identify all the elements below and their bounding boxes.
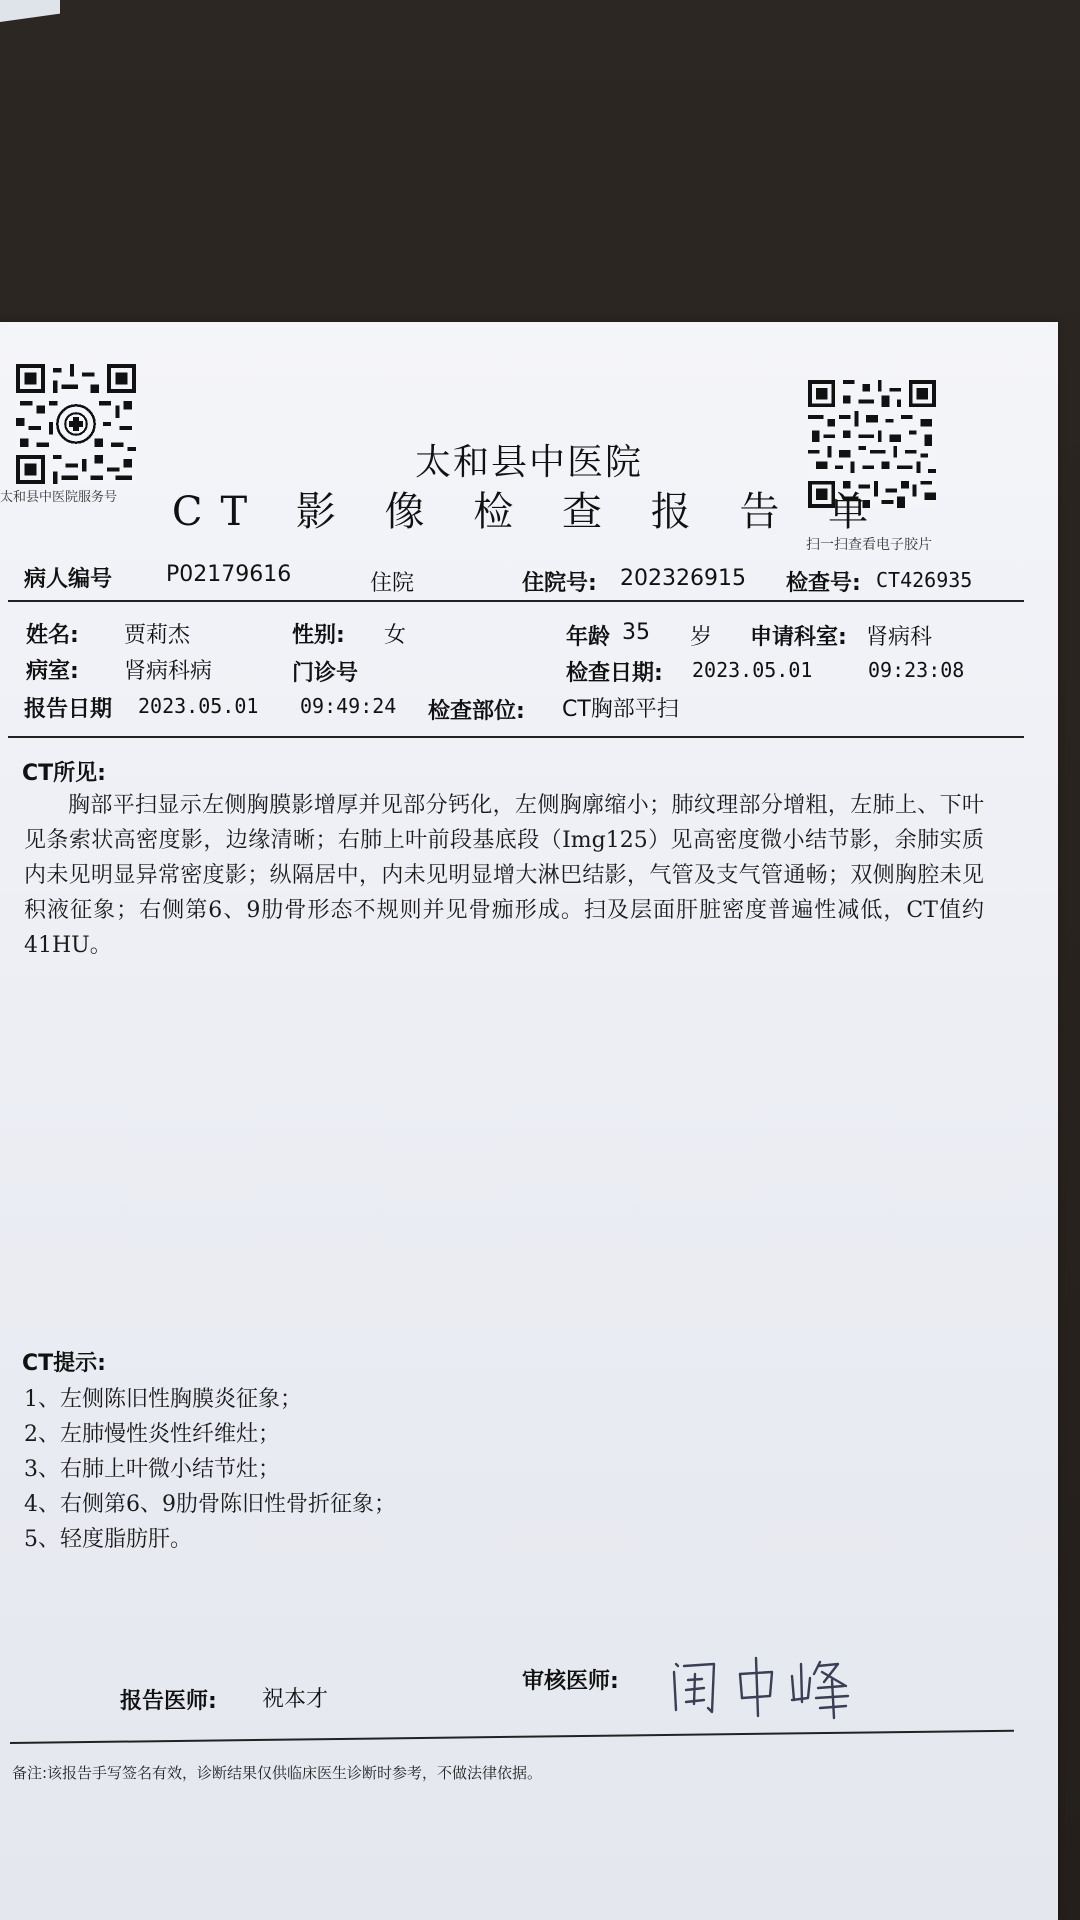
header-rule-bottom — [8, 736, 1024, 738]
dept-label: 申请科室: — [750, 625, 847, 650]
report-title: CT 影 像 检 查 报 告 单 — [171, 489, 887, 535]
patient-no-label: 病人编号 — [24, 567, 113, 592]
patient-age: 35 — [622, 620, 650, 645]
reporter-name: 祝本才 — [262, 1687, 329, 1712]
age-label: 年龄 — [566, 625, 611, 650]
sex-label: 性别: — [292, 623, 345, 648]
report-sheet — [0, 322, 1058, 1920]
inpatient-no-label: 住院号: — [522, 571, 597, 596]
visit-type: 住院 — [370, 571, 415, 596]
impression-heading: CT提示: — [22, 1351, 106, 1376]
exam-date-label: 检查日期: — [566, 661, 663, 686]
inpatient-no: 202326915 — [620, 566, 746, 591]
film-qr-caption: 扫一扫查看电子胶片 — [806, 537, 932, 553]
patient-no: P02179616 — [166, 562, 292, 587]
age-unit: 岁 — [690, 625, 713, 650]
request-dept: 肾病科 — [866, 625, 933, 650]
exam-part-label: 检查部位: — [428, 699, 525, 724]
footer-rule — [10, 1730, 1014, 1744]
exam-date: 2023.05.01 — [692, 658, 813, 682]
reporter-label: 报告医师: — [120, 1689, 217, 1714]
impression-item: 4、右侧第6、9肋骨陈旧性骨折征象； — [24, 1492, 396, 1517]
patient-name: 贾莉杰 — [124, 623, 191, 648]
impression-item: 2、左肺慢性炎性纤维灶； — [24, 1422, 280, 1447]
impression-list — [24, 1382, 396, 1557]
reviewer-label: 审核医师: — [522, 1669, 619, 1694]
outpatient-no-label: 门诊号 — [292, 661, 359, 686]
reviewer-signature-icon — [668, 1652, 858, 1722]
findings-text: 胸部平扫显示左侧胸膜影增厚并见部分钙化，左侧胸廓缩小；肺纹理部分增粗，左肺上、下叶见条索状高密度影，边缘清晰；右肺上叶前段基底段（Img125）见高密度微小结节影，余肺实质内未见明显异常密度影；纵隔居中，内未见明显增大淋巴结影，气管及支气管通畅；双侧胸腔未见积液征象；右侧第6、9肋骨形态不规则并见骨痂形成。扫及层面肝脏密度普遍性减低，CT值约41HU。 — [24, 793, 984, 958]
patient-sex: 女 — [384, 623, 407, 648]
header-rule-top — [8, 600, 1024, 602]
exam-no: CT426935 — [876, 568, 973, 592]
report-time: 09:49:24 — [300, 694, 397, 718]
ward: 肾病科病 — [124, 659, 213, 684]
report-date: 2023.05.01 — [138, 694, 259, 718]
name-label: 姓名: — [26, 623, 79, 648]
exam-part: CT胸部平扫 — [562, 697, 679, 722]
impression-item: 5、轻度脂肪肝。 — [24, 1527, 192, 1552]
report-date-label: 报告日期 — [24, 697, 113, 722]
exam-no-label: 检查号: — [786, 571, 861, 596]
exam-time: 09:23:08 — [868, 658, 965, 682]
impression-item: 3、右肺上叶微小结节灶； — [24, 1457, 280, 1482]
ward-label: 病室: — [26, 659, 79, 684]
impression-item: 1、左侧陈旧性胸膜炎征象； — [24, 1387, 302, 1412]
findings-heading: CT所见: — [22, 761, 106, 786]
hospital-name: 太和县中医院 — [414, 442, 643, 483]
service-qr-caption: 太和县中医院服务号 — [0, 490, 118, 505]
disclaimer-note: 备注:该报告手写签名有效，诊断结果仅供临床医生诊断时参考，不做法律依据。 — [12, 1764, 543, 1782]
